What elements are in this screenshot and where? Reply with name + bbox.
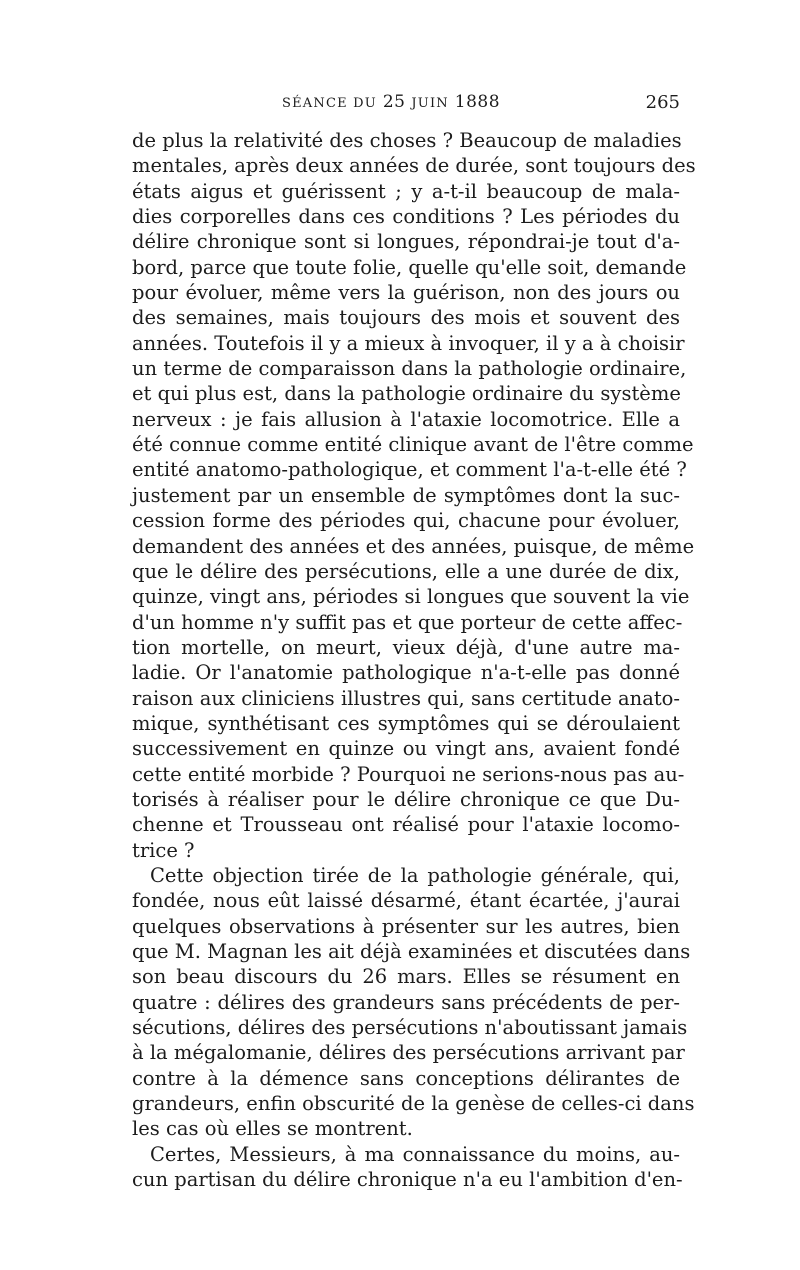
text-line: cun partisan du délire chronique n'a eu l'ambition d'en-	[132, 1168, 683, 1192]
running-head-year: 1888	[454, 92, 501, 112]
text-line: successivement en quinze ou vingt ans, avaient fondé	[132, 737, 680, 761]
text-line: torisés à réaliser pour le délire chronique ce que Du-	[132, 787, 680, 811]
text-line: Cette objection tirée de la pathologie générale, qui,	[150, 863, 680, 887]
text-line: que M. Magnan les ait déjà examinées et discutées dans	[132, 940, 691, 963]
text-line: grandeurs, enfin obscurité de la genèse de celles-ci dans	[132, 1092, 695, 1116]
text-line: tion mortelle, on meurt, vieux déjà, d'une autre ma-	[132, 635, 680, 659]
running-head-month: JUIN	[411, 96, 449, 111]
text-line: ladie. Or l'anatomie pathologique n'a-t-elle pas donné	[132, 661, 680, 685]
text-line: quinze, vingt ans, périodes si longues que souvent la vie	[132, 585, 690, 609]
text-line: Certes, Messieurs, à ma connaissance du moins, au-	[150, 1142, 680, 1166]
body-text	[132, 128, 696, 1192]
text-line: cette entité morbide ? Pourquoi ne serions-nous pas au-	[132, 762, 685, 786]
text-line: de plus la relativité des choses ? Beaucoup de maladies	[132, 129, 682, 152]
page-number: 265	[645, 92, 680, 113]
running-head	[282, 92, 500, 112]
text-line: à la mégalomanie, délires des persécutions arrivant par	[132, 1041, 685, 1065]
text-line: trice ?	[132, 838, 195, 862]
text-line: entité anatomo-pathologique, et comment l'a-t-elle été ?	[132, 458, 687, 482]
text-line: des semaines, mais toujours des mois et souvent des	[132, 306, 680, 330]
text-line: quelques observations à présenter sur les autres, bien	[132, 914, 680, 938]
text-line: mique, synthétisant ces symptômes qui se déroulaient	[132, 711, 680, 735]
text-line: mentales, après deux années de durée, sont toujours des	[132, 154, 696, 178]
text-line: sécutions, délires des persécutions n'aboutissant jamais	[132, 1016, 688, 1040]
text-line: années. Toutefois il y a mieux à invoquer, il y a à choisir	[132, 331, 685, 355]
text-line: états aigus et guérissent ; y a-t-il beaucoup de mala-	[132, 179, 680, 203]
text-line: justement par un ensemble de symptômes dont la suc-	[132, 483, 680, 507]
text-line: bord, parce que toute folie, quelle qu'elle soit, demande	[132, 255, 687, 279]
text-line: quatre : délires des grandeurs sans précédents de per-	[132, 990, 680, 1014]
text-line: contre à la démence sans conceptions délirantes de	[132, 1066, 680, 1090]
text-line: les cas où elles se montrent.	[132, 1117, 413, 1141]
text-line: que le délire des persécutions, elle a une durée de dix,	[132, 559, 680, 583]
text-line: et qui plus est, dans la pathologie ordinaire du système	[132, 382, 681, 406]
text-line: raison aux cliniciens illustres qui, sans certitude anato-	[132, 686, 680, 710]
running-head-day: 25	[382, 92, 406, 112]
text-line: cession forme des périodes qui, chacune pour évoluer,	[132, 509, 680, 533]
text-line: nerveux : je fais allusion à l'ataxie locomotrice. Elle a	[132, 407, 680, 431]
text-line: un terme de comparaisson dans la pathologie ordinaire,	[132, 357, 687, 381]
running-head-prefix: SÉANCE DU	[282, 96, 377, 111]
text-line: d'un homme n'y suffit pas et que porteur de cette affec-	[132, 610, 683, 634]
text-line: demandent des années et des années, puisque, de même	[132, 534, 695, 558]
text-line: délire chronique sont si longues, répondrai-je tout d'a-	[132, 230, 680, 254]
page-header	[132, 92, 680, 122]
text-line: chenne et Trousseau ont réalisé pour l'ataxie locomo-	[132, 813, 680, 837]
text-line: son beau discours du 26 mars. Elles se résument en	[132, 965, 680, 989]
text-line: fondée, nous eût laissé désarmé, étant écartée, j'aurai	[132, 889, 680, 913]
text-line: pour évoluer, même vers la guérison, non des jours ou	[132, 281, 680, 305]
text-line: été connue comme entité clinique avant de l'être comme	[132, 433, 694, 457]
text-line: dies corporelles dans ces conditions ? Les périodes du	[132, 205, 680, 229]
